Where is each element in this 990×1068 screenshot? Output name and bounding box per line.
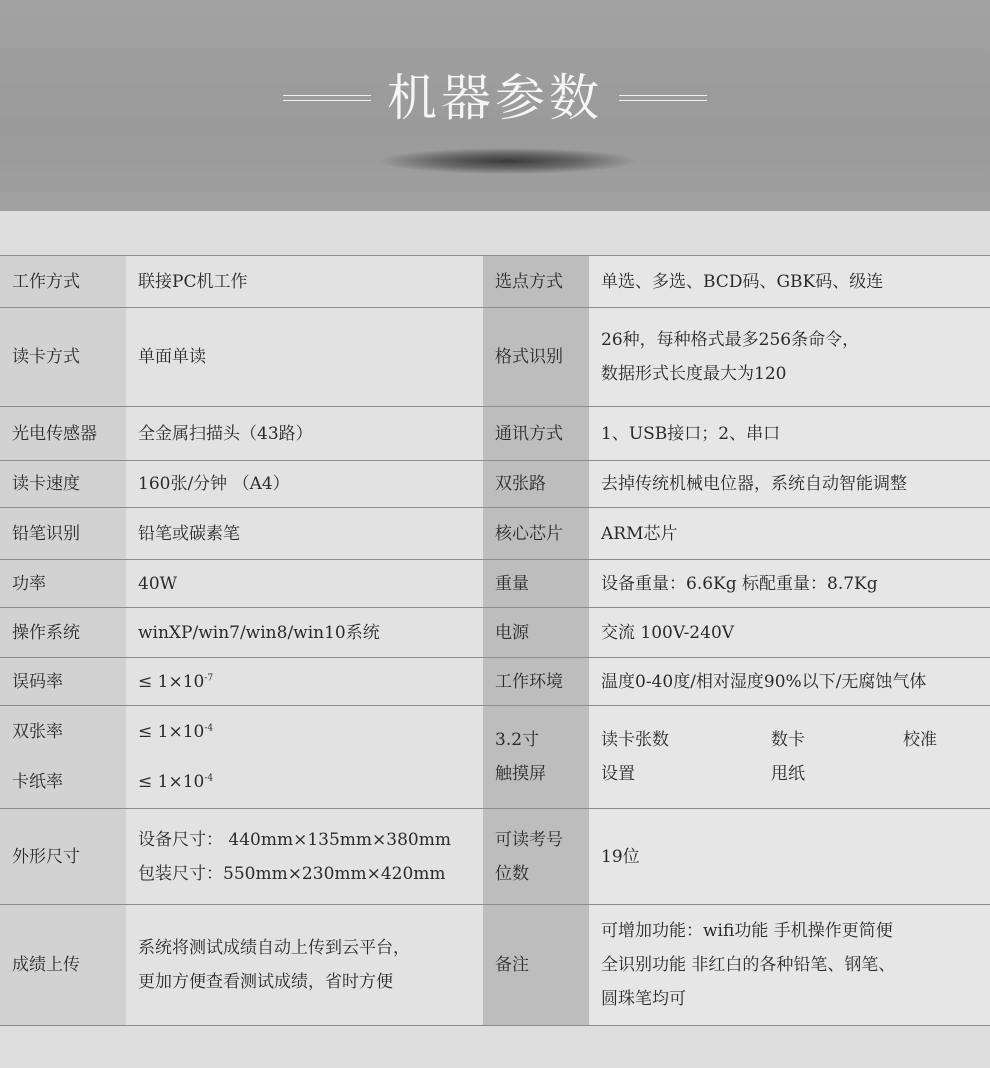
table-row <box>0 809 990 905</box>
spec-label: 读卡速度 <box>0 461 126 508</box>
spec-label: 重量 <box>483 560 589 608</box>
spec-label: 电源 <box>483 608 589 658</box>
spec-label: 误码率 <box>0 658 126 706</box>
touchscreen-functions <box>589 706 990 809</box>
table-row <box>0 256 990 308</box>
spec-label <box>483 706 589 809</box>
table-row <box>0 508 990 560</box>
spec-value-line: 26种，每种格式最多256条命令， <box>601 330 860 350</box>
spec-value <box>126 706 483 809</box>
spec-value-line: 设备尺寸： 440mm×135mm×380mm <box>138 829 451 850</box>
spec-value-line: 圆珠笔均可 <box>601 989 686 1009</box>
spec-value: 160张/分钟 （A4） <box>126 461 483 508</box>
touch-item: 数卡 <box>771 730 805 750</box>
spec-label-line: 可读考号 <box>495 829 563 850</box>
spec-value <box>126 658 483 706</box>
table-row <box>0 308 990 407</box>
exponent: -4 <box>204 723 214 734</box>
spec-label: 成绩上传 <box>0 905 126 1026</box>
spec-value: 联接PC机工作 <box>126 256 483 308</box>
spec-value: 铅笔或碳素笔 <box>126 508 483 560</box>
spec-label-line: 双张率 <box>12 722 63 742</box>
spec-label: 格式识别 <box>483 308 589 407</box>
title-right-rule <box>619 95 707 101</box>
spec-value: 单选、多选、BCD码、GBK码、级连 <box>589 256 990 308</box>
spec-value: 去掉传统机械电位器，系统自动智能调整 <box>589 461 990 508</box>
spec-label: 核心芯片 <box>483 508 589 560</box>
spacer-band <box>0 211 990 255</box>
spec-value <box>589 905 990 1026</box>
spec-table <box>0 255 990 1026</box>
spec-value: ARM芯片 <box>589 508 990 560</box>
exponent: -7 <box>204 672 214 683</box>
spec-value-text: ≤ 1×10 <box>138 772 205 792</box>
touchscreen-grid <box>601 723 978 791</box>
spec-label: 读卡方式 <box>0 308 126 407</box>
spec-value: winXP/win7/win8/win10系统 <box>126 608 483 658</box>
spec-label: 选点方式 <box>483 256 589 308</box>
spec-value-line: 包装尺寸：550mm×230mm×420mm <box>138 863 446 884</box>
table-row <box>0 905 990 1026</box>
touch-item <box>903 757 983 791</box>
table-row <box>0 608 990 658</box>
title-shadow-decoration <box>380 148 635 174</box>
touch-item: 甩纸 <box>771 764 805 784</box>
spec-label: 外形尺寸 <box>0 809 126 905</box>
spec-value: 交流 100V-240V <box>589 608 990 658</box>
spec-value-line: 更加方便查看测试成绩，省时方便 <box>138 972 393 992</box>
table-row <box>0 461 990 508</box>
table-row <box>0 658 990 706</box>
spec-label: 功率 <box>0 560 126 608</box>
spec-label: 双张路 <box>483 461 589 508</box>
table-row <box>0 560 990 608</box>
header-banner <box>0 0 990 211</box>
spec-label: 工作环境 <box>483 658 589 706</box>
spec-label-line: 卡纸率 <box>12 772 63 792</box>
spec-value: 温度0-40度/相对湿度90%以下/无腐蚀气体 <box>589 658 990 706</box>
spec-label: 备注 <box>483 905 589 1026</box>
spec-value: 1、USB接口；2、串口 <box>589 407 990 461</box>
spec-value <box>126 905 483 1026</box>
spec-value-line: 可增加功能：wifi功能 手机操作更简便 <box>601 921 893 941</box>
spec-value-line: 全识别功能 非红白的各种铅笔、钢笔、 <box>601 955 896 975</box>
spec-value: 设备重量：6.6Kg 标配重量：8.7Kg <box>589 560 990 608</box>
spec-label <box>0 706 126 809</box>
spec-label-line: 3.2寸 <box>495 730 540 750</box>
spec-label-line: 触摸屏 <box>495 764 546 784</box>
spec-value-text: ≤ 1×10 <box>138 671 205 692</box>
table-row <box>0 706 990 809</box>
spec-label: 通讯方式 <box>483 407 589 461</box>
title-left-rule <box>283 95 371 101</box>
spec-value-line <box>138 765 471 799</box>
spec-value <box>589 308 990 407</box>
spec-label: 铅笔识别 <box>0 508 126 560</box>
spec-value <box>126 809 483 905</box>
spec-value-line: 数据形式长度最大为120 <box>601 364 787 384</box>
spec-label: 光电传感器 <box>0 407 126 461</box>
spec-value: 19位 <box>589 809 990 905</box>
title-group <box>0 58 990 138</box>
touch-item: 设置 <box>601 764 635 784</box>
spec-value: 单面单读 <box>126 308 483 407</box>
spec-value: 40W <box>126 560 483 608</box>
touch-item: 校准 <box>903 730 937 750</box>
footer-band <box>0 1026 990 1068</box>
spec-label: 工作方式 <box>0 256 126 308</box>
touch-item: 读卡张数 <box>601 730 669 750</box>
page-title: 机器参数 <box>387 69 603 127</box>
spec-label: 操作系统 <box>0 608 126 658</box>
spec-value-line <box>138 715 471 749</box>
exponent: -4 <box>204 773 214 784</box>
table-row <box>0 407 990 461</box>
spec-label-line: 位数 <box>495 863 529 884</box>
spec-label <box>483 809 589 905</box>
spec-value-line: 系统将测试成绩自动上传到云平台， <box>138 938 410 958</box>
spec-value-text: ≤ 1×10 <box>138 722 205 742</box>
spec-value: 全金属扫描头（43路） <box>126 407 483 461</box>
